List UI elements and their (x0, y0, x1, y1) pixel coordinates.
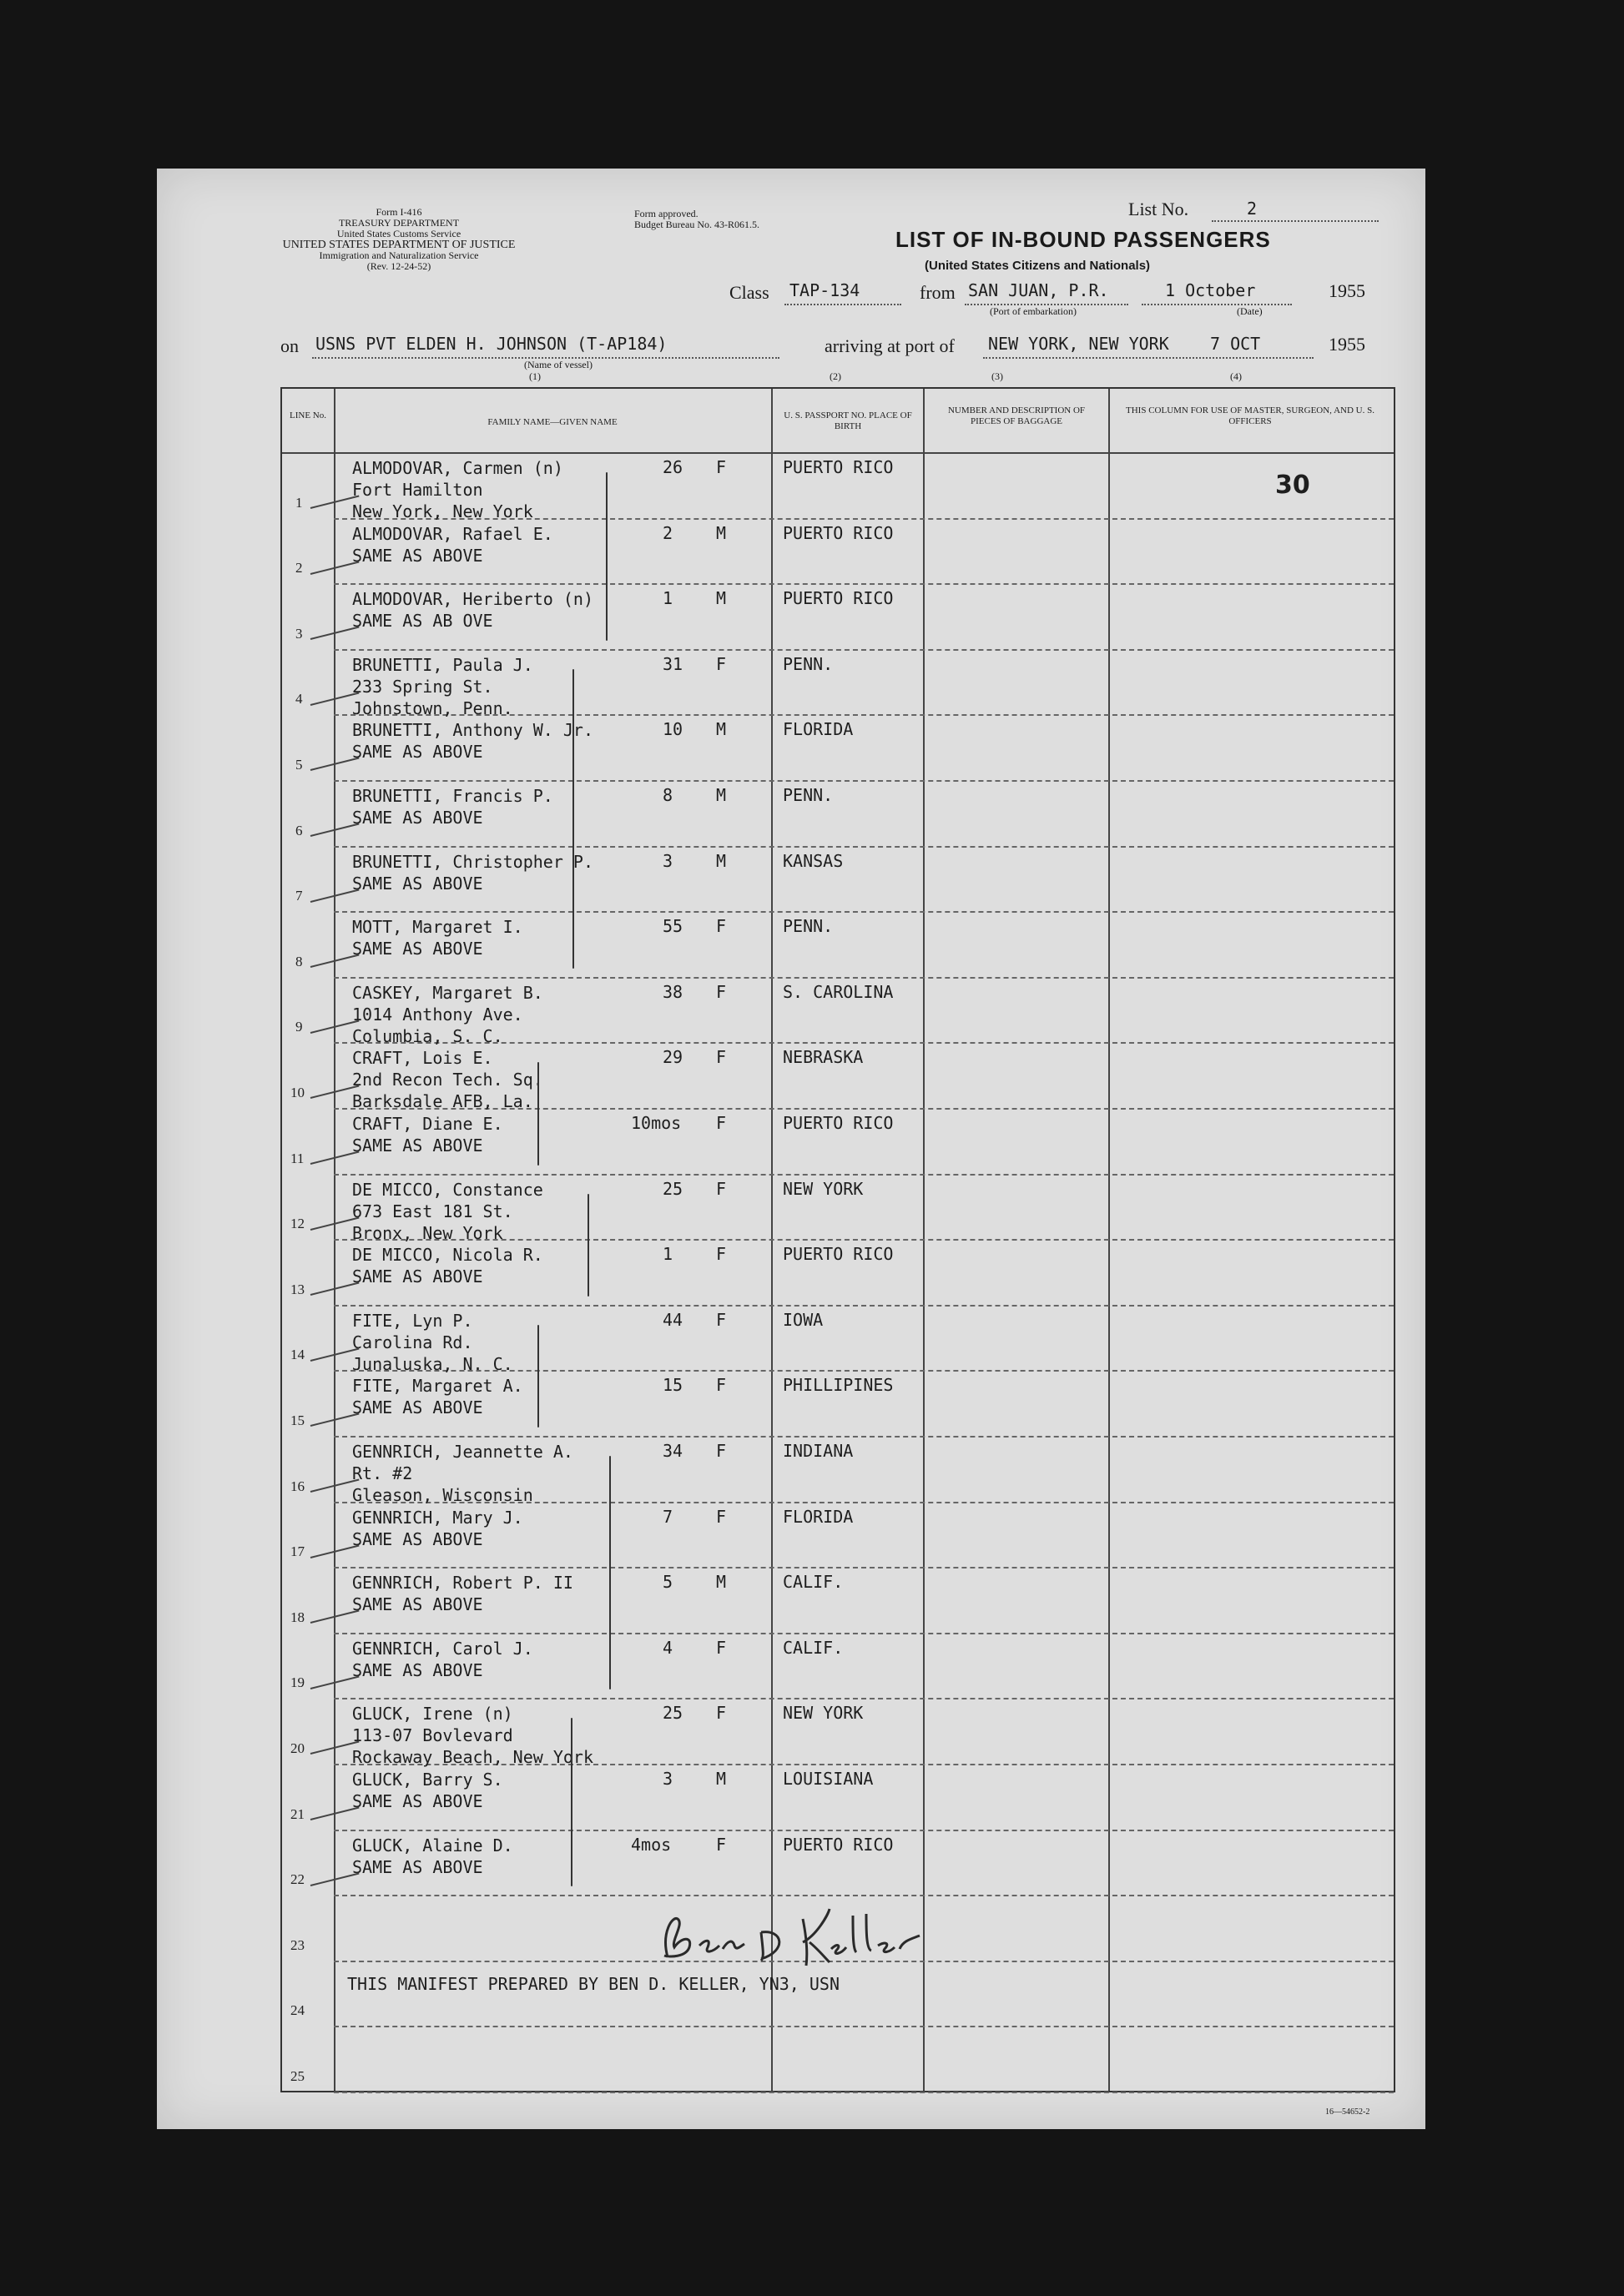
passenger-name: GENNRICH, Mary J. SAME AS ABOVE (352, 1507, 523, 1549)
passenger-sex: F (716, 1178, 727, 1199)
passenger-name: ALMODOVAR, Carmen (n) Fort Hamilton New York, New York (352, 458, 563, 521)
line-number: 10 (290, 1085, 305, 1100)
passenger-age: 5 (663, 1572, 673, 1593)
col-header-officers: THIS COLUMN FOR USE OF MASTER, SURGEON, AND U. S. OFFICERS (1126, 405, 1374, 426)
signature (653, 1899, 936, 1974)
col-num-4: (4) (1230, 370, 1242, 382)
passenger-age: 25 (663, 1178, 683, 1199)
passenger-age: 3 (663, 850, 673, 871)
place-of-birth: PUERTO RICO (783, 457, 894, 477)
list-no-underline (1212, 220, 1379, 222)
passenger-name: GENNRICH, Carol J. SAME AS ABOVE (352, 1638, 533, 1680)
line-number: 5 (295, 757, 303, 773)
passenger-age: 1 (663, 1244, 673, 1265)
row-rule (334, 911, 1394, 913)
row-rule (334, 1698, 1394, 1699)
row-rule (334, 1830, 1394, 1831)
family-brace (571, 1718, 572, 1886)
line-number: 14 (290, 1347, 305, 1363)
col-num-1: (1) (529, 370, 541, 382)
place-of-birth: KANSAS (783, 850, 844, 871)
place-of-birth: PENN. (783, 653, 834, 674)
line-number: 12 (290, 1216, 305, 1232)
passenger-age: 38 (663, 981, 683, 1002)
row-rule (334, 1633, 1394, 1634)
passenger-name: GLUCK, Irene (n) 113-07 Bovlevard Rockaway Beach, New York (352, 1704, 593, 1768)
line-number: 7 (295, 888, 303, 904)
passenger-name: FITE, Margaret A. SAME AS ABOVE (352, 1376, 523, 1418)
budget-bureau: Budget Bureau No. 43-R061.5. (634, 219, 759, 230)
place-of-birth: PUERTO RICO (783, 1244, 894, 1265)
date-caption: (Date) (1237, 305, 1263, 317)
place-of-birth: CALIF. (783, 1572, 844, 1593)
passenger-name: GENNRICH, Jeannette A. Rt. #2 Gleason, Wisconsin (352, 1442, 573, 1505)
list-no-value: 2 (1247, 199, 1258, 219)
family-brace (537, 1062, 539, 1165)
header-rule-line (282, 452, 334, 454)
from-label: from (920, 282, 956, 303)
passenger-sex: M (716, 850, 727, 871)
place-of-birth: FLORIDA (783, 719, 854, 740)
line-number: 3 (295, 625, 303, 642)
line-number: 17 (290, 1543, 305, 1560)
passenger-name: FITE, Lyn P. Carolina Rd. Junaluska, N. C. (352, 1310, 513, 1374)
place-of-birth: PUERTO RICO (783, 1834, 894, 1855)
col-num-3: (3) (991, 370, 1003, 382)
signature-text: Ben D Keller (653, 1972, 659, 1973)
officer-mark: 30 (1275, 471, 1310, 500)
place-of-birth: FLORIDA (783, 1506, 854, 1527)
passenger-age: 44 (663, 1309, 683, 1330)
place-of-birth: PUERTO RICO (783, 522, 894, 543)
place-of-birth: CALIF. (783, 1637, 844, 1658)
port-embark-caption: (Port of embarkation) (990, 305, 1077, 317)
passenger-sex: M (716, 588, 727, 609)
passenger-sex: F (716, 1047, 727, 1068)
row-rule (334, 780, 1394, 782)
family-brace (609, 1456, 611, 1689)
form-header-agencies (274, 207, 524, 272)
departure-date: 1 October (1165, 280, 1256, 300)
row-rule (334, 2092, 1394, 2093)
line-number: 2 (295, 560, 303, 577)
passenger-age: 10mos (631, 1113, 682, 1133)
line-number: 11 (290, 1150, 305, 1166)
manifest-sheet (157, 169, 1425, 2129)
row-rule (334, 977, 1394, 979)
passenger-sex: F (716, 1834, 727, 1855)
passenger-sex: F (716, 1309, 727, 1330)
line-number: 13 (290, 1281, 305, 1297)
passenger-sex: M (716, 1572, 727, 1593)
passenger-sex: M (716, 522, 727, 543)
passenger-age: 4mos (631, 1834, 672, 1855)
passenger-name: CASKEY, Margaret B. 1014 Anthony Ave. Columbia, S. C. (352, 982, 543, 1046)
arrival-port: NEW YORK, NEW YORK (988, 334, 1169, 354)
line-number: 15 (290, 1412, 305, 1428)
passenger-name: GENNRICH, Robert P. II SAME AS ABOVE (352, 1573, 573, 1615)
passenger-sex: F (716, 1506, 727, 1527)
passenger-age: 34 (663, 1441, 683, 1461)
line-number: 22 (290, 1871, 305, 1888)
passenger-sex: F (716, 1113, 727, 1133)
year-departure: 1955 (1329, 280, 1365, 301)
passenger-sex: F (716, 916, 727, 937)
header-rule (334, 452, 1394, 454)
line-number: 23 (290, 1936, 305, 1953)
year-arrival: 1955 (1329, 334, 1365, 355)
line-number: 9 (295, 1019, 303, 1035)
date-underline (1142, 304, 1292, 305)
row-rule (334, 1174, 1394, 1176)
row-rule (334, 846, 1394, 848)
passenger-age: 10 (663, 719, 683, 740)
justice-dept: UNITED STATES DEPARTMENT OF JUSTICE (282, 239, 516, 251)
passenger-name: DE MICCO, Constance 673 East 181 St. Bronx, New York (352, 1179, 543, 1243)
class-value: TAP-134 (789, 280, 860, 300)
family-brace (606, 472, 608, 641)
passenger-age: 55 (663, 916, 683, 937)
row-rule (334, 1567, 1394, 1568)
row-rule (334, 1305, 1394, 1307)
family-brace (537, 1325, 539, 1427)
line-number: 8 (295, 953, 303, 969)
passenger-age: 8 (663, 785, 673, 805)
place-of-birth: PENN. (783, 916, 834, 937)
passenger-age: 31 (663, 653, 683, 674)
passenger-sex: F (716, 457, 727, 477)
prepared-by: THIS MANIFEST PREPARED BY BEN D. KELLER, YN3, USN (347, 1974, 840, 1994)
passenger-name: ALMODOVAR, Rafael E. SAME AS ABOVE (352, 523, 553, 566)
line-number: 18 (290, 1609, 305, 1625)
passenger-name: GLUCK, Barry S. SAME AS ABOVE (352, 1770, 503, 1811)
ins-service: Immigration and Naturalization Service (319, 249, 479, 261)
form-approval (634, 209, 759, 230)
place-of-birth: PUERTO RICO (783, 1113, 894, 1133)
passenger-sex: M (716, 719, 727, 740)
passenger-name: BRUNETTI, Paula J. 233 Spring St. Johnstown, Penn. (352, 654, 533, 718)
passenger-name: CRAFT, Diane E. SAME AS ABOVE (352, 1114, 503, 1156)
vessel-caption: (Name of vessel) (524, 359, 593, 370)
from-value: SAN JUAN, P.R. (968, 280, 1109, 300)
treasury-dept: TREASURY DEPARTMENT (338, 217, 460, 229)
line-number: 1 (295, 494, 303, 511)
customs-service: United States Customs Service (336, 228, 461, 239)
passenger-age: 25 (663, 1703, 683, 1724)
revision: (Rev. 12-24-52) (366, 260, 431, 272)
row-rule (334, 2026, 1394, 2027)
passenger-age: 1 (663, 588, 673, 609)
passenger-age: 29 (663, 1047, 683, 1068)
arrival-underline (983, 357, 1314, 359)
line-number: 24 (290, 2002, 305, 2019)
passenger-table (280, 387, 1395, 2092)
line-number: 16 (290, 1478, 305, 1494)
passenger-age: 26 (663, 457, 683, 477)
passenger-name: BRUNETTI, Francis P. SAME AS ABOVE (352, 786, 553, 828)
line-number: 25 (290, 2068, 305, 2084)
place-of-birth: NEBRASKA (783, 1047, 864, 1068)
manifest-title: LIST OF IN-BOUND PASSENGERS (895, 227, 1271, 252)
on-label: on (280, 335, 299, 356)
passenger-name: DE MICCO, Nicola R. SAME AS ABOVE (352, 1245, 543, 1287)
line-number: 4 (295, 691, 303, 707)
passenger-sex: F (716, 1637, 727, 1658)
arriving-label: arriving at port of (825, 335, 955, 356)
place-of-birth: NEW YORK (783, 1703, 864, 1724)
col-header-name: FAMILY NAME—GIVEN NAME (487, 417, 618, 427)
passenger-age: 2 (663, 522, 673, 543)
passenger-sex: F (716, 1244, 727, 1265)
place-of-birth: IOWA (783, 1309, 824, 1330)
passenger-name: BRUNETTI, Anthony W. Jr. SAME AS ABOVE (352, 720, 593, 763)
vessel-name: USNS PVT ELDEN H. JOHNSON (T-AP184) (315, 334, 668, 354)
col-header-baggage: NUMBER AND DESCRIPTION OF PIECES OF BAGGAGE (947, 405, 1086, 426)
row-rule (334, 1895, 1394, 1896)
manifest-subtitle: (United States Citizens and Nationals) (925, 259, 1151, 273)
family-brace (572, 669, 574, 969)
line-number: 21 (290, 1805, 305, 1822)
row-rule (334, 583, 1394, 585)
passenger-age: 3 (663, 1769, 673, 1789)
passenger-sex: M (716, 1769, 727, 1789)
line-number: 6 (295, 822, 303, 838)
place-of-birth: INDIANA (783, 1441, 854, 1461)
form-approved: Form approved. (634, 208, 699, 219)
passenger-age: 15 (663, 1375, 683, 1396)
place-of-birth: S. CAROLINA (783, 981, 894, 1002)
passenger-sex: F (716, 1441, 727, 1461)
passenger-sex: M (716, 785, 727, 805)
line-number: 20 (290, 1740, 305, 1756)
class-label: Class (729, 282, 769, 303)
passenger-name: BRUNETTI, Christopher P. SAME AS ABOVE (352, 851, 593, 894)
passenger-sex: F (716, 1703, 727, 1724)
place-of-birth: LOUISIANA (783, 1769, 874, 1789)
passenger-name: CRAFT, Lois E. 2nd Recon Tech. Sq. Barksdale AFB, La. (352, 1048, 543, 1112)
class-underline (784, 304, 901, 305)
line-number: 19 (290, 1674, 305, 1691)
passenger-sex: F (716, 981, 727, 1002)
row-rule (334, 1436, 1394, 1438)
place-of-birth: PUERTO RICO (783, 588, 894, 609)
passenger-name: ALMODOVAR, Heriberto (n) SAME AS AB OVE (352, 589, 593, 632)
footer-code: 16—54652-2 (1325, 2107, 1370, 2117)
place-of-birth: PHILLIPINES (783, 1375, 894, 1396)
col-header-passport: U. S. PASSPORT NO. PLACE OF BIRTH (784, 410, 912, 431)
passenger-name: GLUCK, Alaine D. SAME AS ABOVE (352, 1835, 513, 1877)
passenger-sex: F (716, 1375, 727, 1396)
passenger-age: 7 (663, 1506, 673, 1527)
passenger-age: 4 (663, 1637, 673, 1658)
list-no-label: List No. (1128, 199, 1189, 219)
row-rule (334, 649, 1394, 651)
form-number: Form I-416 (376, 206, 422, 218)
family-brace (588, 1194, 589, 1297)
arrival-date: 7 OCT (1210, 334, 1261, 354)
place-of-birth: PENN. (783, 785, 834, 805)
passenger-sex: F (716, 653, 727, 674)
place-of-birth: NEW YORK (783, 1178, 864, 1199)
col-header-line: LINE No. (290, 410, 326, 420)
passenger-name: MOTT, Margaret I. SAME AS ABOVE (352, 917, 523, 959)
col-num-2: (2) (830, 370, 841, 382)
